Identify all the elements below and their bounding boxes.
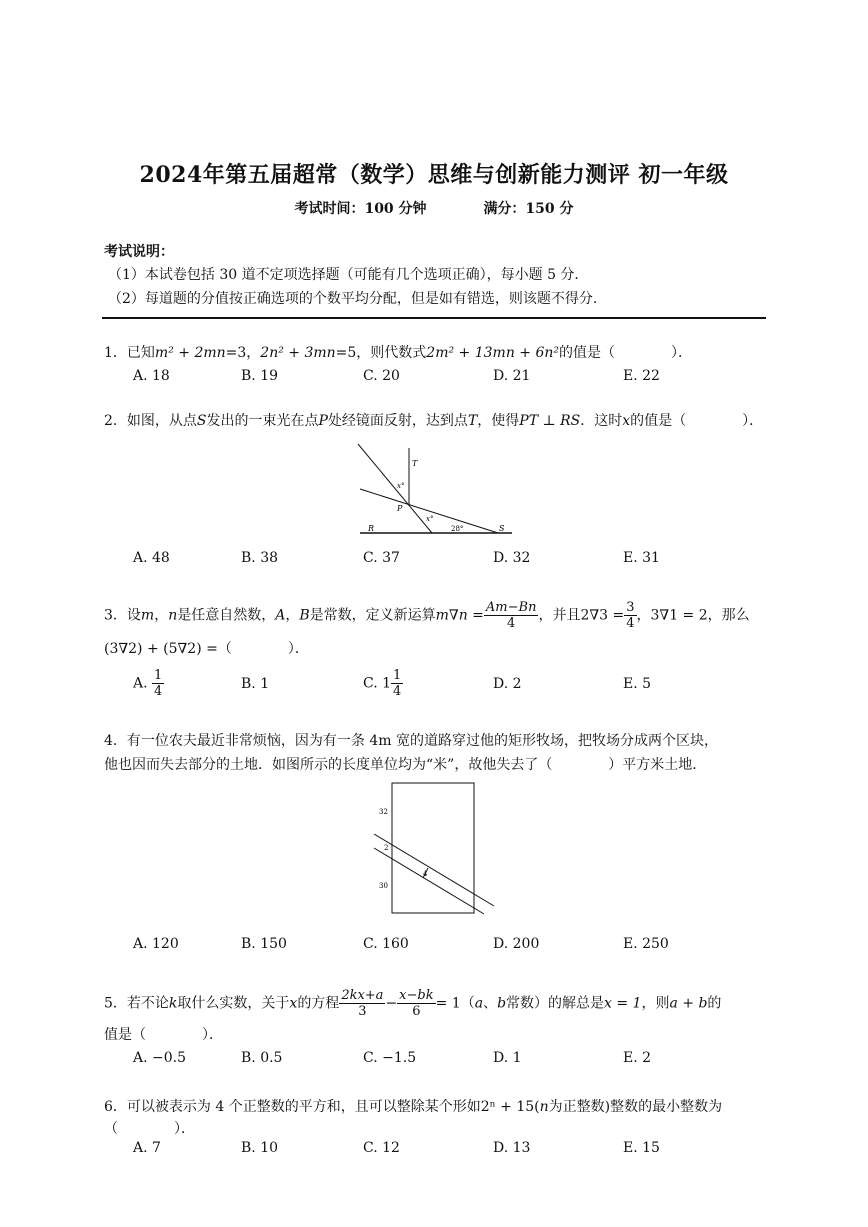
option-c[interactable]: C. 20	[363, 368, 400, 384]
option-a[interactable]: A. 18	[133, 368, 170, 384]
label-s: S	[499, 524, 505, 533]
divider	[102, 317, 766, 319]
question-4-line2: 他也因而失去部分的土地．如图所示的长度单位均为“米”，故他失去了（ ）平方米土地．	[104, 757, 707, 773]
option-c[interactable]: C. 12	[363, 1140, 400, 1156]
label-p: P	[397, 504, 403, 513]
fraction: $\frac{Am-Bn}{4}$	[485, 600, 537, 631]
option-a[interactable]: A. 120	[133, 936, 179, 952]
fraction: $\frac{2kx+a}{3}$	[341, 988, 384, 1019]
question-number: 6．	[104, 1099, 127, 1115]
label-t: T	[412, 459, 418, 468]
option-e[interactable]: E. 15	[623, 1140, 660, 1156]
option-d[interactable]: D. 21	[493, 368, 531, 384]
option-e[interactable]: E. 2	[623, 1050, 652, 1066]
option-d[interactable]: D. 32	[493, 550, 531, 566]
question-1: 1．已知m² + 2mn=3，2n² + 3mn=5，则代数式2m² + 13mn + 6n²的值是（ ）．	[104, 345, 692, 361]
question-number: 5．	[104, 995, 127, 1012]
label-angle-x-upper: x°	[397, 482, 405, 490]
question-2: 2．如图，从点S发出的一束光在点P处经镜面反射，达到点T，使得PT ⊥ RS．这时x的值是（ ）．	[104, 413, 764, 429]
question-number: 1．	[104, 345, 127, 361]
question-6-line2: （ ）．	[104, 1121, 195, 1137]
exam-subtitle	[0, 198, 868, 218]
question-number: 3．	[104, 607, 127, 624]
label-r: R	[368, 524, 375, 533]
option-c[interactable]: C. 160	[363, 936, 409, 952]
question-3: 3．设m，n是任意自然数，A，B是常数，定义新运算m∇n = $\frac{Am-Bn}{4}$ ，并且2∇3 = $\frac{3}{4}$ ，3∇1 = 2，那么	[104, 600, 750, 631]
option-d[interactable]: D. 200	[493, 936, 540, 952]
fraction: $\frac{x-bk}{6}$	[399, 988, 434, 1019]
option-e[interactable]: E. 31	[623, 550, 660, 566]
question-6: 6．可以被表示为 4 个正整数的平方和，且可以整除某个形如2ⁿ + 15(n为正整数)整数的最小整数为	[104, 1099, 723, 1115]
exam-score: 满分：150 分	[483, 201, 574, 217]
label-2: 2	[384, 844, 389, 852]
question-5: 5．若不论k取什么实数，关于x的方程 $\frac{2kx+a}{3}$ − $\frac{x-bk}{6}$ = 1（a、b常数）的解总是x = 1，则a + b的	[104, 988, 722, 1019]
option-c[interactable]: C. 37	[363, 550, 400, 566]
option-b[interactable]: B. 0.5	[241, 1050, 283, 1066]
question-5-line2: 值是（ ）．	[104, 1027, 223, 1043]
option-e[interactable]: E. 5	[623, 676, 652, 692]
label-angle-x-lower: x°	[426, 515, 434, 523]
option-b[interactable]: B. 38	[241, 550, 279, 566]
label-30: 30	[379, 882, 388, 890]
option-a[interactable]: A. −0.5	[133, 1050, 187, 1066]
option-d[interactable]: D. 2	[493, 676, 522, 692]
label-angle-28: 28°	[451, 525, 464, 533]
label-4: 4	[423, 870, 428, 878]
question-number: 4．	[104, 733, 127, 749]
option-a[interactable]: A. 48	[133, 550, 170, 566]
option-c[interactable]: C. −1.5	[363, 1050, 417, 1066]
question-4: 4．有一位农夫最近非常烦恼，因为有一条 4m 宽的道路穿过他的矩形牧场，把牧场分成两个区块，	[104, 733, 719, 749]
option-e[interactable]: E. 250	[623, 936, 669, 952]
question-3-line2: (3∇2) + (5∇2) =（ ）．	[104, 641, 309, 657]
exam-title: 2024年第五届超常（数学）思维与创新能力测评 初一年级	[139, 162, 729, 188]
field-figure	[368, 776, 503, 926]
option-b[interactable]: B. 1	[241, 676, 270, 692]
option-b[interactable]: B. 150	[241, 936, 287, 952]
instruction-item: （2）每道题的分值按正确选项的个数平均分配，但是如有错选，则该题不得分．	[108, 291, 607, 307]
option-a[interactable]: A. 7	[133, 1140, 161, 1156]
option-e[interactable]: E. 22	[623, 368, 660, 384]
label-32: 32	[379, 808, 388, 816]
option-c[interactable]: C. 1 $\frac{1}{4}$	[363, 668, 402, 699]
option-d[interactable]: D. 13	[493, 1140, 531, 1156]
option-b[interactable]: B. 10	[241, 1140, 279, 1156]
option-b[interactable]: B. 19	[241, 368, 279, 384]
fraction: $\frac{3}{4}$	[626, 600, 635, 631]
question-number: 2．	[104, 413, 127, 429]
option-d[interactable]: D. 1	[493, 1050, 522, 1066]
exam-time: 考试时间：100 分钟	[294, 201, 427, 217]
instructions-heading: 考试说明：	[104, 244, 174, 260]
instruction-item: （1）本试卷包括 30 道不定项选择题（可能有几个选项正确），每小题 5 分．	[108, 267, 589, 283]
reflection-figure	[350, 440, 520, 540]
option-a[interactable]: A. $\frac{1}{4}$	[133, 668, 163, 699]
